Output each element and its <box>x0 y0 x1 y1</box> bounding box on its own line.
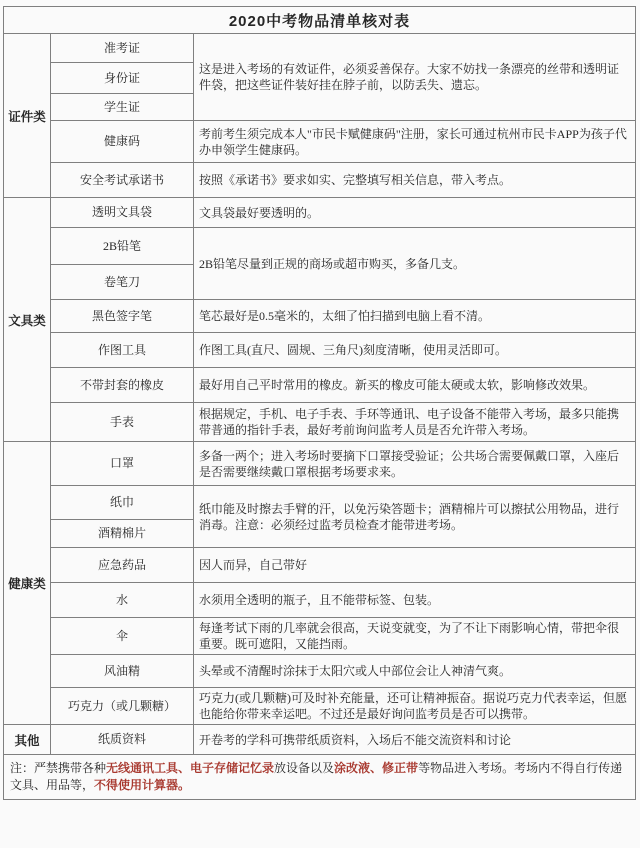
desc-cell: 2B铅笔尽量到正规的商场或超市购买，多备几支。 <box>194 228 636 300</box>
desc-cell: 多备一两个；进入考场时要摘下口罩接受验证；公共场合需要佩戴口罩，入座后是否需要继续戴口罩根据考场要求来。 <box>194 442 636 486</box>
item-cell: 酒精棉片 <box>51 520 194 548</box>
desc-cell: 每逢考试下雨的几率就会很高，天说变就变，为了不让下雨影响心情，带把伞很重要。既可遮阳，又能挡雨。 <box>194 618 636 655</box>
item-cell: 伞 <box>51 618 194 655</box>
desc-cell: 纸巾能及时擦去手臂的汗，以免污染答题卡；酒精棉片可以擦拭公用物品，进行消毒。注意：必须经过监考员检查才能带进考场。 <box>194 486 636 548</box>
item-cell: 风油精 <box>51 655 194 688</box>
item-cell: 学生证 <box>51 94 194 121</box>
desc-cell: 这是进入考场的有效证件，必须妥善保存。大家不妨找一条漂亮的丝带和透明证件袋，把这些证件装好挂在脖子前，以防丢失、遗忘。 <box>194 34 636 121</box>
note-segment: 等物品进入考场。考场内不得自行传递文具、用品等， <box>10 761 623 792</box>
desc-cell: 文具袋最好要透明的。 <box>194 198 636 228</box>
item-cell: 2B铅笔 <box>51 228 194 265</box>
item-cell: 安全考试承诺书 <box>51 163 194 198</box>
item-cell: 纸巾 <box>51 486 194 520</box>
item-cell: 作图工具 <box>51 333 194 368</box>
note-segment: 放设备以及 <box>274 761 335 775</box>
desc-cell: 根据规定，手机、电子手表、手环等通讯、电子设备不能带入考场，最多只能携带普通的指针手表，最好考前询问监考人员是否允许带入考场。 <box>194 403 636 442</box>
item-cell: 不带封套的橡皮 <box>51 368 194 403</box>
item-cell: 身份证 <box>51 63 194 94</box>
note-segment-emphasis: 涂改液、修正带 <box>334 761 419 775</box>
note-segment-emphasis: 不得使用计算器。 <box>94 778 191 792</box>
item-cell: 准考证 <box>51 34 194 63</box>
desc-cell: 最好用自己平时常用的橡皮。新买的橡皮可能太硬或太软，影响修改效果。 <box>194 368 636 403</box>
note-segment-emphasis: 无线通讯工具、电子存储记忆录 <box>106 761 275 775</box>
item-cell: 纸质资料 <box>51 725 194 755</box>
desc-cell: 因人而异，自己带好 <box>194 548 636 583</box>
item-cell: 手表 <box>51 403 194 442</box>
category-stationery: 文具类 <box>4 198 51 442</box>
note-segment: 注：严禁携带各种 <box>10 761 107 775</box>
desc-cell: 作图工具(直尺、圆规、三角尺)刻度清晰，使用灵活即可。 <box>194 333 636 368</box>
checklist-table <box>3 6 636 800</box>
desc-cell: 头晕或不清醒时涂抹于太阳穴或人中部位会让人神清气爽。 <box>194 655 636 688</box>
desc-cell: 笔芯最好是0.5毫米的，太细了怕扫描到电脑上看不清。 <box>194 300 636 333</box>
desc-cell: 按照《承诺书》要求如实、完整填写相关信息，带入考点。 <box>194 163 636 198</box>
desc-cell: 水须用全透明的瓶子，且不能带标签、包装。 <box>194 583 636 618</box>
item-cell: 黑色签字笔 <box>51 300 194 333</box>
desc-cell: 巧克力(或几颗糖)可及时补充能量，还可让精神振奋。据说巧克力代表幸运，但愿也能给你带来幸运吧。不过还是最好询问监考员是否可以携带。 <box>194 688 636 725</box>
item-cell: 水 <box>51 583 194 618</box>
item-cell: 巧克力（或几颗糖） <box>51 688 194 725</box>
item-cell: 健康码 <box>51 121 194 163</box>
item-cell: 口罩 <box>51 442 194 486</box>
item-cell: 透明文具袋 <box>51 198 194 228</box>
category-other: 其他 <box>4 725 51 755</box>
desc-cell: 考前考生须完成本人"市民卡赋健康码"注册，家长可通过杭州市民卡APP为孩子代办申领学生健康码。 <box>194 121 636 163</box>
category-certificates: 证件类 <box>4 34 51 198</box>
footer-note <box>4 755 636 800</box>
category-health: 健康类 <box>4 442 51 725</box>
item-cell: 卷笔刀 <box>51 265 194 300</box>
page-title: 2020中考物品清单核对表 <box>4 7 636 34</box>
desc-cell: 开卷考的学科可携带纸质资料，入场后不能交流资料和讨论 <box>194 725 636 755</box>
item-cell: 应急药品 <box>51 548 194 583</box>
checklist-sheet <box>3 6 636 800</box>
